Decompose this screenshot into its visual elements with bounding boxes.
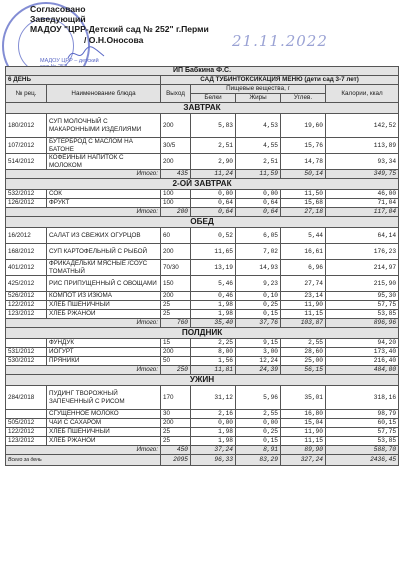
dish-calories: 60,15 — [326, 419, 399, 428]
meal-total-fat: 0,64 — [236, 208, 281, 217]
table-row — [6, 276, 399, 292]
meal-total-fat: 11,59 — [236, 170, 281, 179]
col-calories: Калории, ккал — [326, 85, 399, 103]
dish-name: ХЛЕБ РЖАНОЙ — [47, 310, 161, 319]
table-row — [6, 348, 399, 357]
menu-title: САД ТУБИНТОКСИКАЦИЯ МЕНЮ (дети сад 3-7 лет) — [161, 76, 399, 85]
dish-yield: 200 — [161, 348, 191, 357]
dish-calories: 176,23 — [326, 244, 399, 260]
meal-total-label: Итого: — [6, 319, 161, 328]
dish-yield: 200 — [161, 154, 191, 170]
meal-total-yield: 250 — [161, 366, 191, 375]
meal-total-carbs: 56,15 — [281, 366, 326, 375]
table-row — [6, 244, 399, 260]
meal-total-row — [6, 446, 399, 455]
table-row — [6, 428, 399, 437]
recipe-number: 16/2012 — [6, 228, 47, 244]
recipe-number: 168/2012 — [6, 244, 47, 260]
dish-protein: 2,16 — [191, 410, 236, 419]
col-protein: Белки — [191, 94, 236, 103]
dish-yield: 200 — [161, 114, 191, 138]
dish-fat: 14,93 — [236, 260, 281, 276]
dish-protein: 13,19 — [191, 260, 236, 276]
dish-carbs: 11,90 — [281, 428, 326, 437]
recipe-number — [6, 339, 47, 348]
recipe-number: 284/2018 — [6, 386, 47, 410]
table-row — [6, 154, 399, 170]
dish-protein: 2,90 — [191, 154, 236, 170]
stamp-text: МАДОУ ЦРР – детский — [40, 58, 99, 64]
dish-name: ЙОГУРТ — [47, 348, 161, 357]
table-row — [6, 199, 399, 208]
dish-carbs: 11,50 — [281, 190, 326, 199]
meal-title: УЖИН — [6, 375, 399, 386]
day-total-fat: 83,29 — [236, 455, 281, 466]
recipe-number: 107/2012 — [6, 138, 47, 154]
col-fat: Жиры — [236, 94, 281, 103]
recipe-number: 126/2012 — [6, 199, 47, 208]
meal-total-calories: 484,00 — [326, 366, 399, 375]
meal-total-protein: 0,64 — [191, 208, 236, 217]
table-row — [6, 138, 399, 154]
approval-block — [30, 4, 209, 45]
dish-protein: 5,83 — [191, 114, 236, 138]
dish-fat: 2,55 — [236, 410, 281, 419]
dish-name: ФРУКТ — [47, 199, 161, 208]
dish-name: КОМПОТ ИЗ ИЗЮМА — [47, 292, 161, 301]
recipe-number: 425/2012 — [6, 276, 47, 292]
handwritten-date: 21.11.2022 — [232, 32, 328, 50]
col-name: Наименование блюда — [47, 85, 161, 103]
meal-title: 2-ОЙ ЗАВТРАК — [6, 179, 399, 190]
day-label: 6 ДЕНЬ — [6, 76, 161, 85]
table-row — [6, 228, 399, 244]
dish-fat: 5,96 — [236, 386, 281, 410]
dish-calories: 318,16 — [326, 386, 399, 410]
recipe-number: 122/2012 — [6, 301, 47, 310]
dish-calories: 57,75 — [326, 301, 399, 310]
dish-carbs: 11,15 — [281, 437, 326, 446]
dish-fat: 0,25 — [236, 301, 281, 310]
dish-protein: 0,00 — [191, 419, 236, 428]
dish-yield: 70/30 — [161, 260, 191, 276]
meal-total-label: Итого: — [6, 366, 161, 375]
dish-carbs: 25,00 — [281, 357, 326, 366]
recipe-number: 123/2012 — [6, 437, 47, 446]
dish-protein: 1,98 — [191, 310, 236, 319]
meal-total-fat: 37,76 — [236, 319, 281, 328]
dish-fat: 3,00 — [236, 348, 281, 357]
dish-fat: 4,53 — [236, 114, 281, 138]
meal-total-yield: 435 — [161, 170, 191, 179]
dish-fat: 12,24 — [236, 357, 281, 366]
dish-calories: 94,20 — [326, 339, 399, 348]
table-row — [6, 357, 399, 366]
table-row — [6, 437, 399, 446]
recipe-number: 532/2012 — [6, 190, 47, 199]
dish-yield: 50 — [161, 357, 191, 366]
dish-yield: 25 — [161, 428, 191, 437]
dish-name: БУТЕРБРОД С МАСЛОМ НА БАТОНЕ — [47, 138, 161, 154]
dish-fat: 0,15 — [236, 437, 281, 446]
dish-calories: 216,40 — [326, 357, 399, 366]
dish-carbs: 15,68 — [281, 199, 326, 208]
recipe-number: 505/2012 — [6, 419, 47, 428]
col-carbs: Углев. — [281, 94, 326, 103]
menu-table — [5, 66, 399, 466]
recipe-number: 526/2012 — [6, 292, 47, 301]
dish-carbs: 27,74 — [281, 276, 326, 292]
dish-calories: 53,85 — [326, 310, 399, 319]
dish-carbs: 16,80 — [281, 410, 326, 419]
meal-total-yield: 450 — [161, 446, 191, 455]
col-nutrients: Пищевые вещества, г — [191, 85, 326, 94]
dish-name: ПУДИНГ ТВОРОЖНЫЙ ЗАПЕЧЕННЫЙ С РИСОМ — [47, 386, 161, 410]
dish-name: СОК — [47, 190, 161, 199]
recipe-number: 123/2012 — [6, 310, 47, 319]
dish-carbs: 23,14 — [281, 292, 326, 301]
dish-carbs: 35,01 — [281, 386, 326, 410]
meal-total-label: Итого: — [6, 446, 161, 455]
dish-protein: 0,64 — [191, 199, 236, 208]
dish-fat: 0,10 — [236, 292, 281, 301]
dish-calories: 215,90 — [326, 276, 399, 292]
meal-title: ОБЕД — [6, 217, 399, 228]
recipe-number — [6, 410, 47, 419]
approval-line-1: Согласовано — [30, 4, 86, 14]
approval-line-3: МАДОУ "ЦРР-Детский сад № 252" г.Перми — [30, 24, 209, 35]
approval-line-2: Заведующий — [30, 14, 86, 25]
dish-name: РИС ПРИПУЩЕННЫЙ С ОВОЩАМИ — [47, 276, 161, 292]
dish-yield: 200 — [161, 244, 191, 260]
dish-carbs: 15,76 — [281, 138, 326, 154]
meal-section-header — [6, 328, 399, 339]
meal-total-row — [6, 366, 399, 375]
dish-carbs: 11,90 — [281, 301, 326, 310]
dish-carbs: 2,55 — [281, 339, 326, 348]
dish-calories: 93,34 — [326, 154, 399, 170]
dish-protein: 31,12 — [191, 386, 236, 410]
meal-section-header — [6, 103, 399, 114]
dish-name: ФРИКАДЕЛЬКИ МЯСНЫЕ /СОУС ТОМАТНЫЙ — [47, 260, 161, 276]
dish-yield: 170 — [161, 386, 191, 410]
document-header — [0, 0, 404, 66]
dish-fat: 2,51 — [236, 154, 281, 170]
dish-yield: 15 — [161, 339, 191, 348]
meal-total-row — [6, 208, 399, 217]
dish-calories: 142,52 — [326, 114, 399, 138]
dish-yield: 200 — [161, 419, 191, 428]
meal-total-label: Итого: — [6, 208, 161, 217]
dish-carbs: 11,15 — [281, 310, 326, 319]
dish-protein: 1,98 — [191, 437, 236, 446]
dish-protein: 0,00 — [191, 190, 236, 199]
table-row — [6, 410, 399, 419]
dish-name: ЧАЙ С САХАРОМ — [47, 419, 161, 428]
day-total-label: Всего за день — [6, 455, 161, 466]
dish-protein: 2,51 — [191, 138, 236, 154]
dish-calories: 46,00 — [326, 190, 399, 199]
dish-fat: 6,05 — [236, 228, 281, 244]
recipe-number: 180/2012 — [6, 114, 47, 138]
table-row — [6, 310, 399, 319]
dish-protein: 0,46 — [191, 292, 236, 301]
meal-total-row — [6, 170, 399, 179]
dish-calories: 53,85 — [326, 437, 399, 446]
dish-carbs: 5,44 — [281, 228, 326, 244]
dish-fat: 0,25 — [236, 428, 281, 437]
dish-yield: 30/5 — [161, 138, 191, 154]
dish-name: ФУНДУК — [47, 339, 161, 348]
dish-fat: 9,23 — [236, 276, 281, 292]
meal-section-header — [6, 375, 399, 386]
dish-carbs: 14,78 — [281, 154, 326, 170]
dish-calories: 98,79 — [326, 410, 399, 419]
meal-title: ПОЛДНИК — [6, 328, 399, 339]
dish-protein: 8,00 — [191, 348, 236, 357]
recipe-number: 514/2012 — [6, 154, 47, 170]
table-row — [6, 386, 399, 410]
dish-name: КОФЕЙНЫЙ НАПИТОК С МОЛОКОМ — [47, 154, 161, 170]
dish-yield: 100 — [161, 190, 191, 199]
meal-total-yield: 760 — [161, 319, 191, 328]
dish-carbs: 16,61 — [281, 244, 326, 260]
dish-calories: 64,14 — [326, 228, 399, 244]
meal-section-header — [6, 179, 399, 190]
meal-section-header — [6, 217, 399, 228]
col-yield: Выход — [161, 85, 191, 103]
organization-name: ИП Бабкина Ф.С. — [6, 67, 399, 76]
dish-carbs: 28,60 — [281, 348, 326, 357]
dish-fat: 7,02 — [236, 244, 281, 260]
meal-title: ЗАВТРАК — [6, 103, 399, 114]
signature-icon — [66, 44, 106, 64]
table-row — [6, 339, 399, 348]
meal-total-carbs: 27,18 — [281, 208, 326, 217]
dish-fat: 4,55 — [236, 138, 281, 154]
dish-fat: 0,00 — [236, 190, 281, 199]
dish-protein: 11,65 — [191, 244, 236, 260]
dish-carbs: 15,04 — [281, 419, 326, 428]
dish-protein: 5,46 — [191, 276, 236, 292]
meal-total-carbs: 103,87 — [281, 319, 326, 328]
dish-name: ХЛЕБ ПШЕНИЧНЫЙ — [47, 428, 161, 437]
table-row — [6, 114, 399, 138]
dish-calories: 57,75 — [326, 428, 399, 437]
day-total-carbs: 327,24 — [281, 455, 326, 466]
dish-fat: 0,15 — [236, 310, 281, 319]
dish-name: САЛАТ ИЗ СВЕЖИХ ОГУРЦОВ — [47, 228, 161, 244]
dish-protein: 1,56 — [191, 357, 236, 366]
day-total-calories: 2436,45 — [326, 455, 399, 466]
meal-total-calories: 896,96 — [326, 319, 399, 328]
dish-calories: 113,89 — [326, 138, 399, 154]
dish-calories: 71,04 — [326, 199, 399, 208]
meal-total-protein: 11,81 — [191, 366, 236, 375]
dish-yield: 25 — [161, 301, 191, 310]
meal-total-protein: 11,24 — [191, 170, 236, 179]
dish-fat: 0,00 — [236, 419, 281, 428]
day-total-yield: 2095 — [161, 455, 191, 466]
meal-total-row — [6, 319, 399, 328]
dish-yield: 60 — [161, 228, 191, 244]
dish-name: ПРЯНИКИ — [47, 357, 161, 366]
meal-total-calories: 349,75 — [326, 170, 399, 179]
dish-protein: 1,98 — [191, 428, 236, 437]
meal-total-fat: 8,91 — [236, 446, 281, 455]
meal-total-protein: 37,24 — [191, 446, 236, 455]
table-row — [6, 419, 399, 428]
day-total-row — [6, 455, 399, 466]
dish-carbs: 19,60 — [281, 114, 326, 138]
recipe-number: 122/2012 — [6, 428, 47, 437]
dish-name: СГУЩЕННОЕ МОЛОКО — [47, 410, 161, 419]
recipe-number: 401/2012 — [6, 260, 47, 276]
dish-protein: 0,52 — [191, 228, 236, 244]
dish-calories: 95,30 — [326, 292, 399, 301]
table-row — [6, 260, 399, 276]
dish-yield: 150 — [161, 276, 191, 292]
meal-total-yield: 200 — [161, 208, 191, 217]
col-recipe: № рец. — [6, 85, 47, 103]
dish-protein: 1,98 — [191, 301, 236, 310]
dish-name: ХЛЕБ РЖАНОЙ — [47, 437, 161, 446]
dish-fat: 9,15 — [236, 339, 281, 348]
dish-protein: 2,25 — [191, 339, 236, 348]
dish-carbs: 6,96 — [281, 260, 326, 276]
dish-name: СУП МОЛОЧНЫЙ С МАКАРОННЫМИ ИЗДЕЛИЯМИ — [47, 114, 161, 138]
recipe-number: 530/2012 — [6, 357, 47, 366]
dish-yield: 25 — [161, 437, 191, 446]
table-row — [6, 190, 399, 199]
meal-total-protein: 35,40 — [191, 319, 236, 328]
meal-total-calories: 117,04 — [326, 208, 399, 217]
dish-yield: 200 — [161, 292, 191, 301]
day-total-protein: 96,33 — [191, 455, 236, 466]
table-row — [6, 292, 399, 301]
meal-total-fat: 24,39 — [236, 366, 281, 375]
meal-total-carbs: 50,14 — [281, 170, 326, 179]
dish-calories: 214,97 — [326, 260, 399, 276]
dish-name: СУП КАРТОФЕЛЬНЫЙ С РЫБОЙ — [47, 244, 161, 260]
dish-name: ХЛЕБ ПШЕНИЧНЫЙ — [47, 301, 161, 310]
recipe-number: 531/2012 — [6, 348, 47, 357]
meal-total-label: Итого: — [6, 170, 161, 179]
dish-calories: 173,40 — [326, 348, 399, 357]
dish-fat: 0,64 — [236, 199, 281, 208]
table-row — [6, 301, 399, 310]
dish-yield: 30 — [161, 410, 191, 419]
meal-total-carbs: 89,90 — [281, 446, 326, 455]
dish-yield: 25 — [161, 310, 191, 319]
approval-line-4: / О.Н.Оносова — [84, 34, 144, 45]
dish-yield: 100 — [161, 199, 191, 208]
meal-total-calories: 588,70 — [326, 446, 399, 455]
